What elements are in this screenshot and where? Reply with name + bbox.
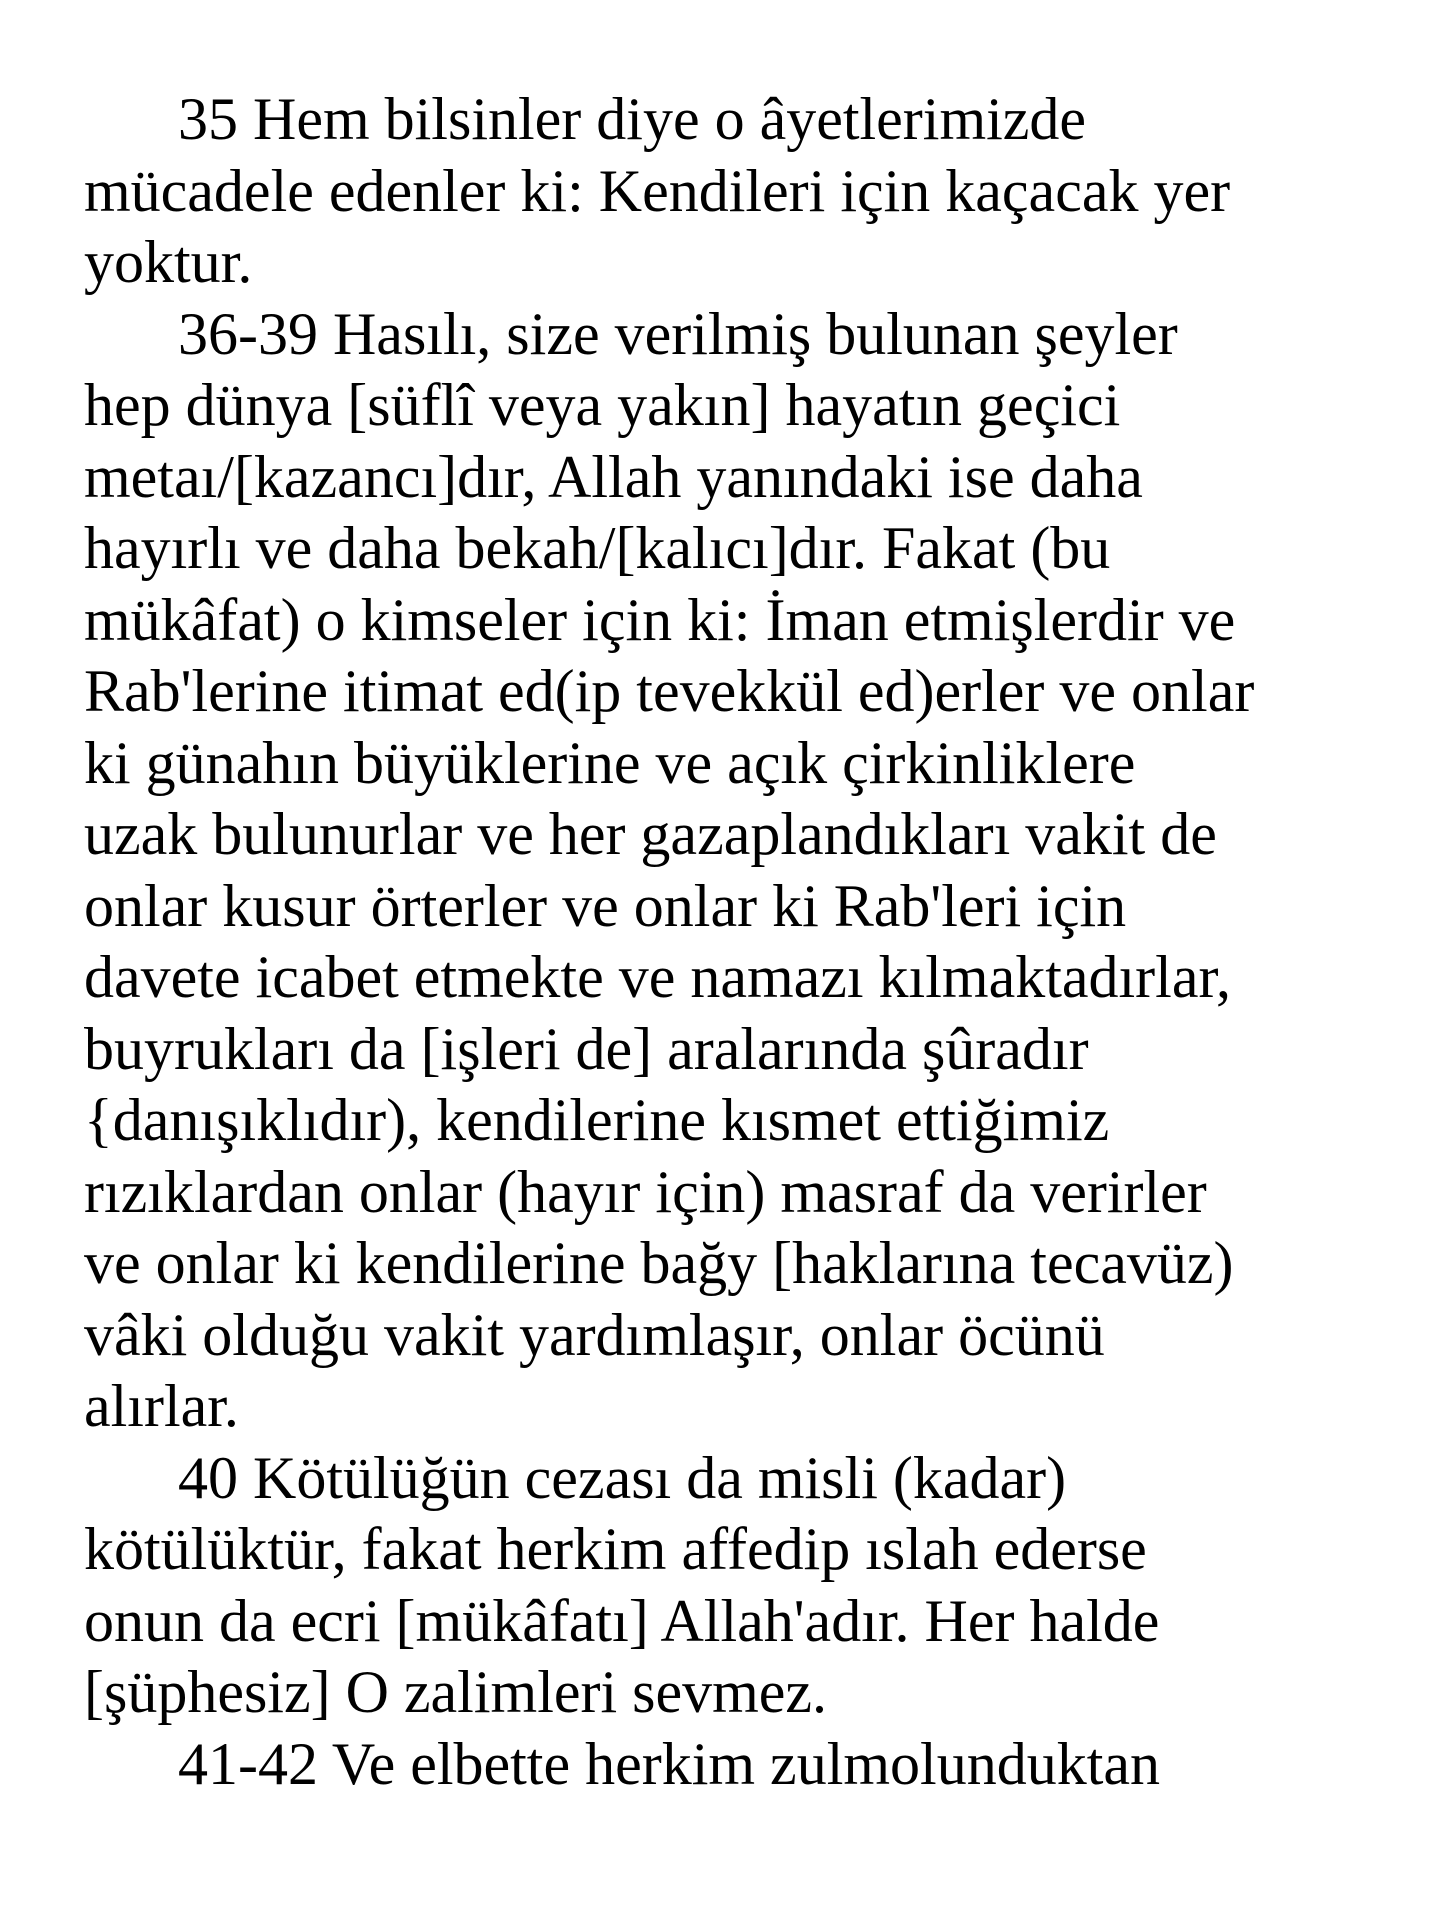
text-line: yoktur. xyxy=(84,229,253,295)
text-line: mükâfat) o kimseler için ki: İman etmişlerdir ve xyxy=(84,586,1236,653)
text-line: uzak bulunurlar ve her gazaplandıkları vakit de xyxy=(84,801,1217,867)
text-line: [şüphesiz] O zalimleri sevmez. xyxy=(84,1659,828,1725)
text-line: hep dünya [süflî veya yakın] hayatın geçici xyxy=(84,372,1121,438)
text-line: metaı/[kazancı]dır, Allah yanındaki ise daha xyxy=(84,443,1143,510)
text-line: davete icabet etmekte ve namazı kılmaktadırlar, xyxy=(84,944,1232,1010)
text-line: vâki olduğu vakit yardımlaşır, onlar öcünü xyxy=(84,1301,1105,1368)
text-line: hayırlı ve daha bekah/[kalıcı]dır. Fakat (bu xyxy=(84,515,1111,581)
text-line: onlar kusur örterler ve onlar ki Rab'leri için xyxy=(84,872,1127,939)
text-line: ve onlar ki kendilerine bağy [haklarına tecavüz) xyxy=(84,1230,1234,1296)
text-line: alırlar. xyxy=(84,1373,239,1439)
text-line: rızıklardan onlar (hayır için) masraf da verirler xyxy=(84,1158,1207,1225)
text-line: buyrukları da [işleri de] aralarında şûradır xyxy=(84,1015,1089,1082)
text-line: {danışıklıdır), kendilerine kısmet ettiğimiz xyxy=(84,1087,1110,1153)
document-page xyxy=(84,84,1384,1800)
text-line: onun da ecri [mükâfatı] Allah'adır. Her halde xyxy=(84,1587,1160,1654)
verse-36-39-heading-line: 36-39 Hasılı, size verilmiş bulunan şeyler xyxy=(178,300,1178,367)
text-line: kötülüktür, fakat herkim affedip ıslah ederse xyxy=(84,1516,1147,1582)
verse-40-heading-line: 40 Kötülüğün cezası da misli (kadar) xyxy=(178,1444,1067,1511)
verse-35-heading-line: 35 Hem bilsinler diye o âyetlerimizde xyxy=(178,86,1087,152)
verse-41-42-heading-line: 41-42 Ve elbette herkim zulmolunduktan xyxy=(178,1730,1161,1797)
text-line: mücadele edenler ki: Kendileri için kaçacak yer xyxy=(84,157,1231,224)
text-line: Rab'lerine itimat ed(ip tevekkül ed)erler ve onlar xyxy=(84,658,1255,724)
text-line: ki günahın büyüklerine ve açık çirkinliklere xyxy=(84,729,1136,796)
